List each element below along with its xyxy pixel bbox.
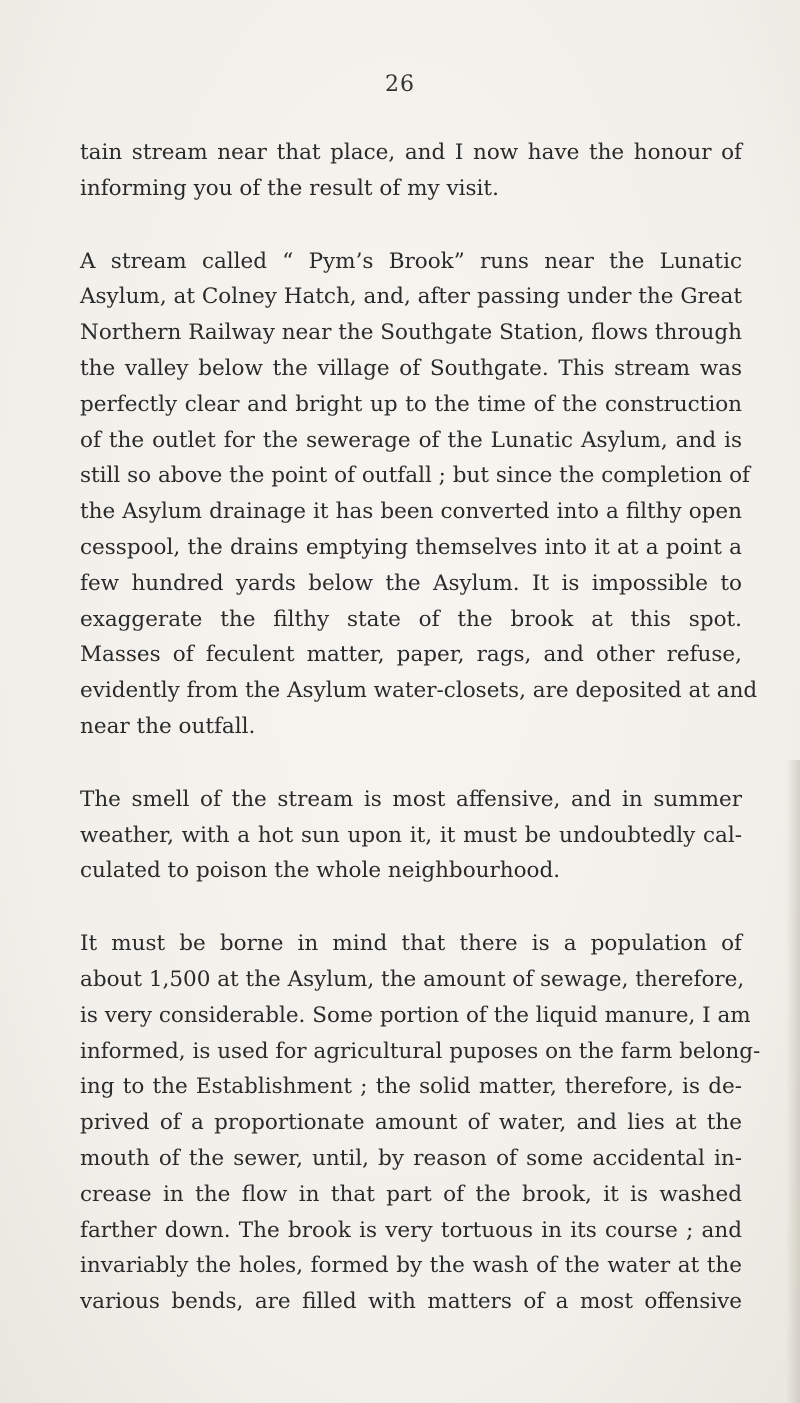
text-line: the Asylum drainage it has been converted into a filthy open [80,499,742,525]
text-line: is very considerable. Some portion of the liquid manure, I am [80,1002,751,1028]
text-line: The smell of the stream is most affensive, and in summer [80,786,742,812]
text-line: various bends, are filled with matters of a most offensive [80,1289,742,1315]
text-line: Northern Railway near the Southgate Station, flows through [80,320,742,346]
text-line: evidently from the Asylum water-closets, are deposited at and [80,678,758,704]
text-line: Asylum, at Colney Hatch, and, after passing under the Great [80,284,742,310]
text-line: of the outlet for the sewerage of the Lunatic Asylum, and is [80,427,742,453]
page-edge-shadow [786,760,800,1403]
text-line: culated to poison the whole neighbourhood. [80,858,561,884]
text-line: mouth of the sewer, until, by reason of some accidental in- [80,1145,742,1171]
text-line: It must be borne in mind that there is a population of [80,931,742,957]
text-line: tain stream near that place, and I now have the honour of [80,140,742,165]
text-line: informed, is used for agricultural puposes on the farm belong- [80,1038,761,1064]
paragraph-2 [80,244,758,745]
text-line: A stream called “ Pym’s Brook” runs near the Lunatic [80,248,742,274]
text-line: farther down. The brook is very tortuous in its course ; and [80,1217,742,1243]
text-line: the valley below the village of Southgate. This stream was [80,355,742,381]
text-line: prived of a proportionate amount of water, and lies at the [80,1110,742,1136]
text-line: ing to the Establishment ; the solid matter, therefore, is de- [80,1074,742,1100]
text-line: informing you of the result of my visit. [80,175,499,201]
paragraph-3 [80,782,742,889]
text-line: still so above the point of outfall ; but since the completion of [80,463,750,489]
text-line: near the outfall. [80,713,256,739]
text-line: cesspool, the drains emptying themselves into it at a point a [80,534,742,560]
text-line: perfectly clear and bright up to the time of the construction [80,391,742,417]
paragraph-4 [80,926,761,1320]
body-text [80,135,761,1320]
text-line: exaggerate the filthy state of the brook at this spot. [80,606,742,632]
text-line: about 1,500 at the Asylum, the amount of sewage, therefore, [80,966,745,992]
text-line: crease in the flow in that part of the brook, it is washed [80,1181,742,1207]
text-line: Masses of feculent matter, paper, rags, and other refuse, [80,642,742,668]
text-line: weather, with a hot sun upon it, it must be undoubtedly cal- [80,822,742,848]
page-number: 26 [385,72,415,97]
paragraph-1 [80,135,742,207]
text-line: few hundred yards below the Asylum. It is impossible to [80,570,742,596]
text-line: invariably the holes, formed by the wash of the water at the [80,1253,742,1279]
